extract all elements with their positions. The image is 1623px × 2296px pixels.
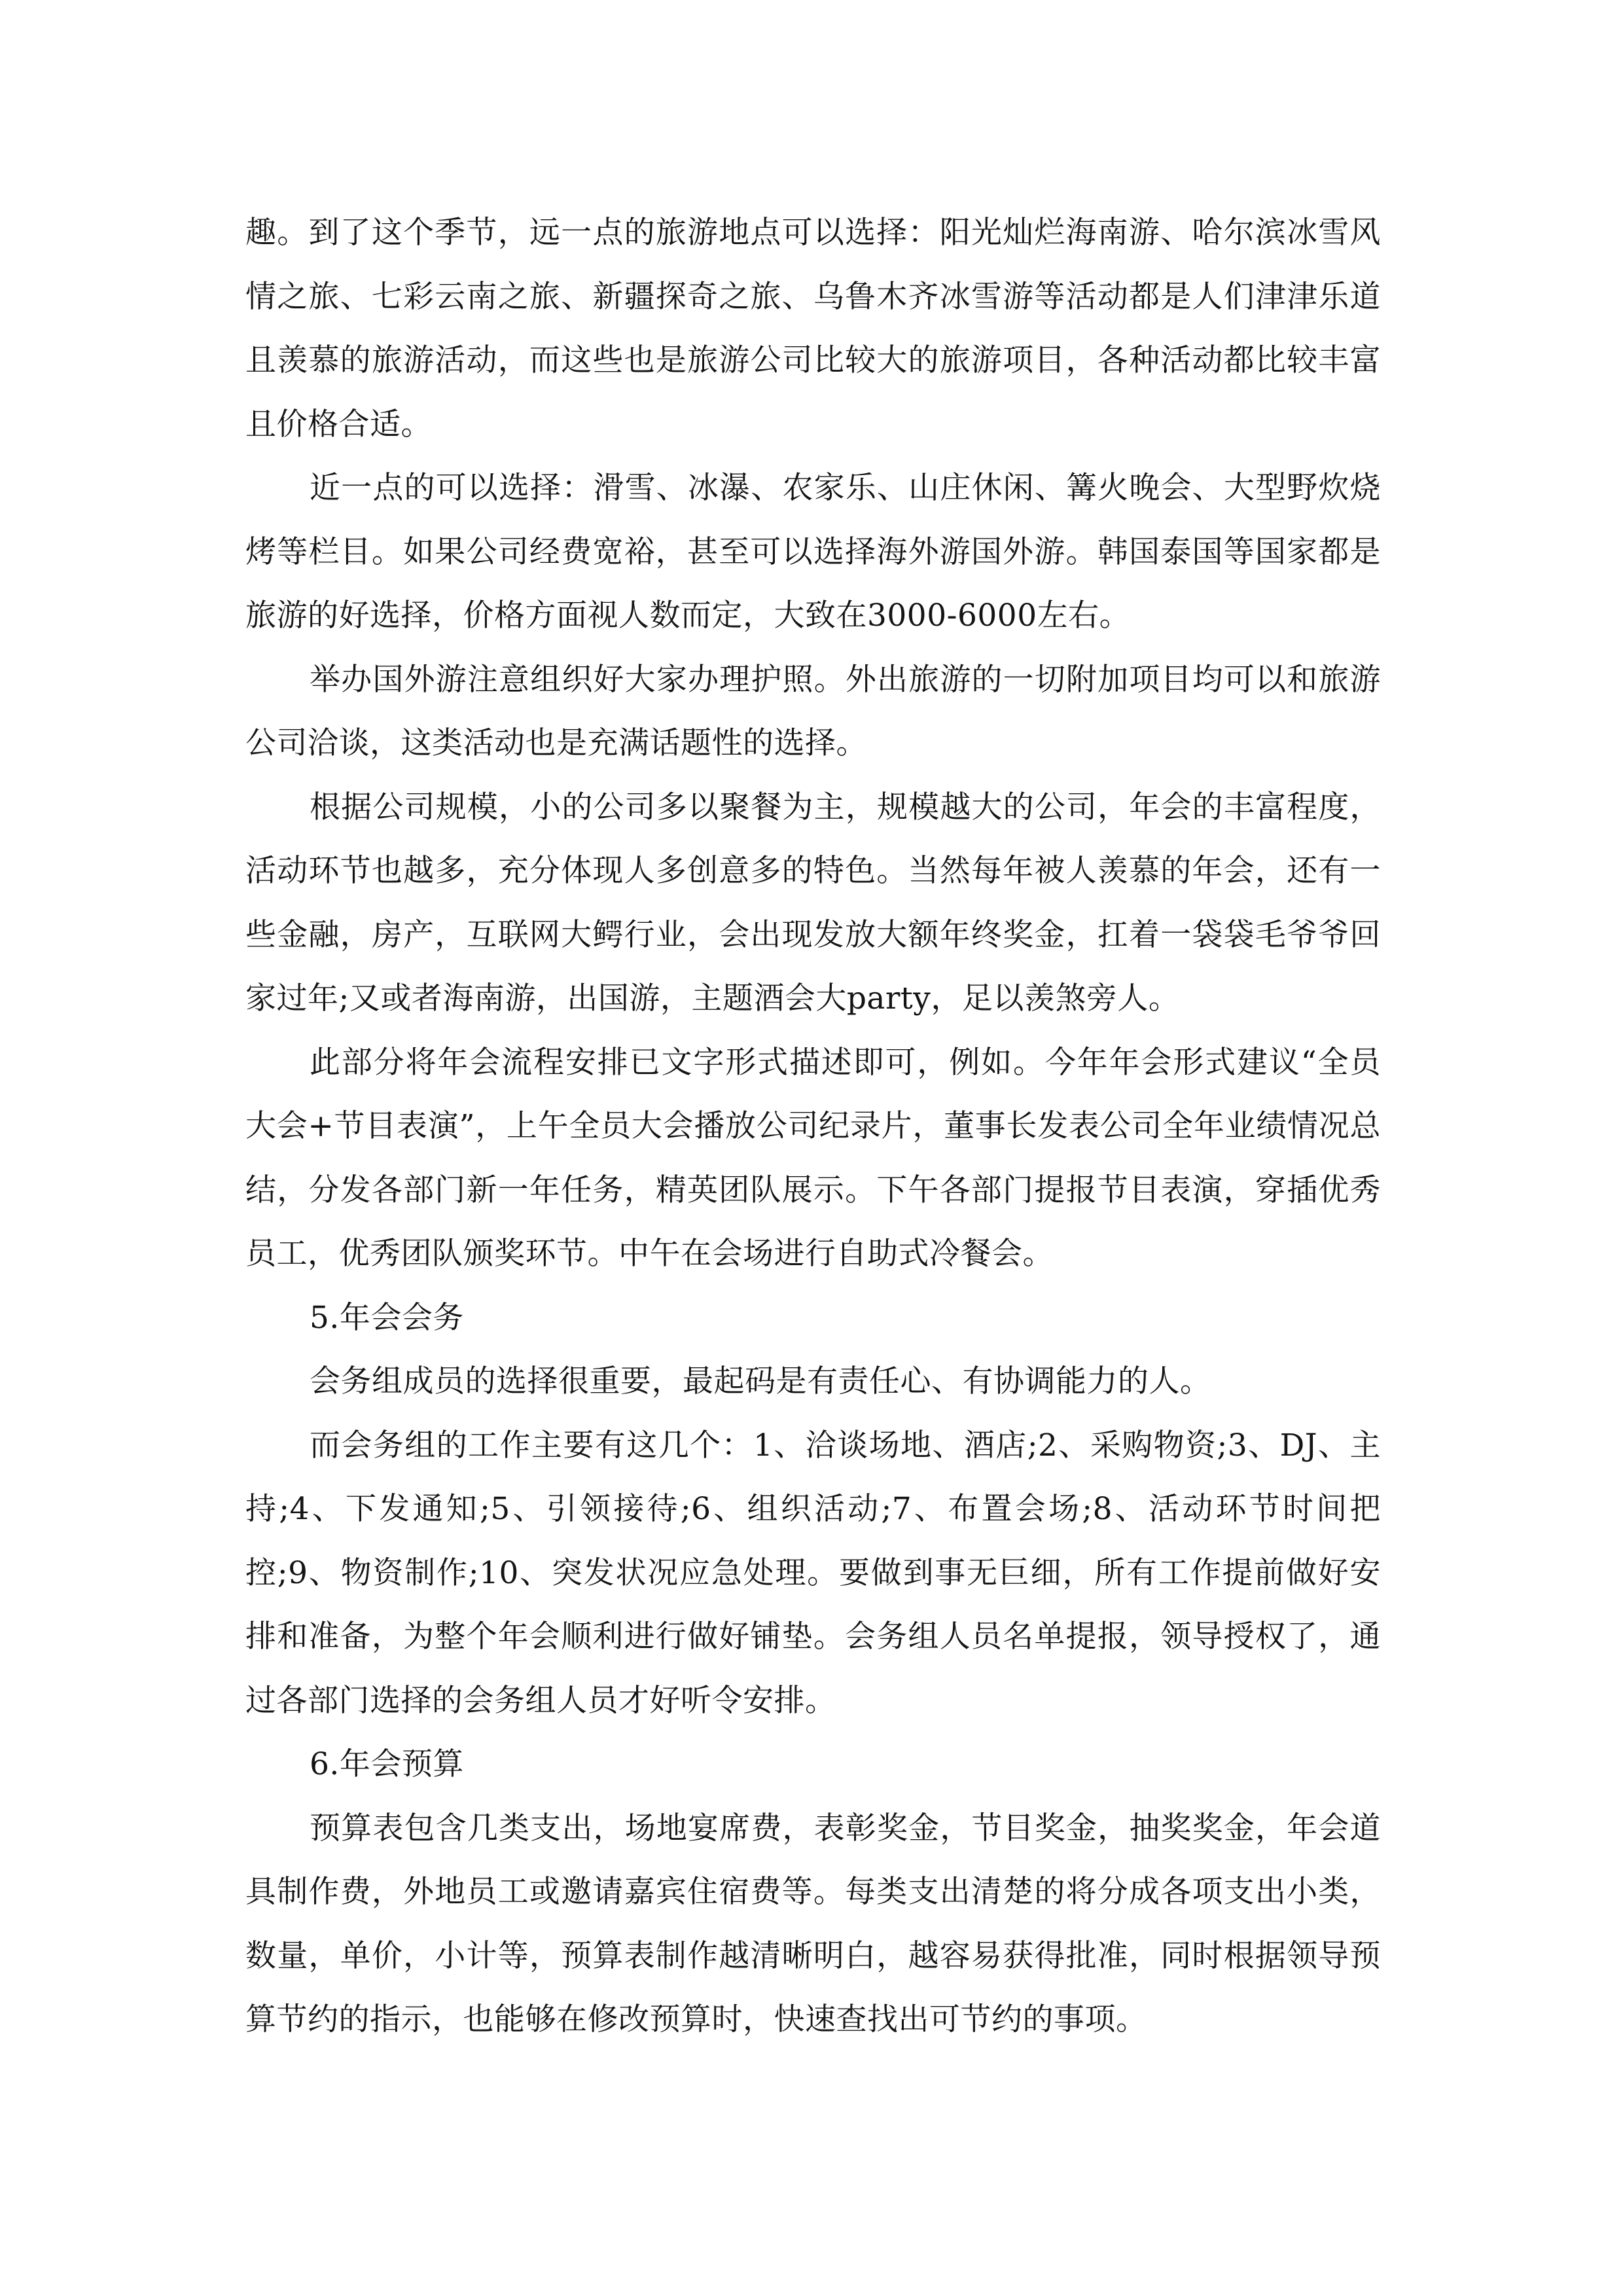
paragraph-overseas-travel: 举办国外游注意组织好大家办理护照。外出旅游的一切附加项目均可以和旅游公司洽谈，这类活动也是充满话题性的选择。 [245, 661, 1381, 761]
paragraph-affairs-tasks: 而会务组的工作主要有这几个：1、洽谈场地、酒店;2、采购物资;3、DJ、主持;4、下发通知;5、引领接待;6、组织活动;7、布置会场;8、活动环节时间把控;9、物资制作;10、突发状况应急处理。要做到事无巨细，所有工作提前做好安排和准备，为整个年会顺利进行做好铺垫。会务组人员名单提报，领导授权了，通过各部门选择的会务组人员才好听令安排。 [245, 1427, 1381, 1719]
section-heading-budget: 6.年会预算 [310, 1746, 464, 1782]
paragraph-nearby-travel: 近一点的可以选择：滑雪、冰瀑、农家乐、山庄休闲、篝火晚会、大型野炊烧烤等栏目。如果公司经费宽裕，甚至可以选择海外游国外游。韩国泰国等国家都是旅游的好选择，价格方面视人数而定，大致在3000-6000左右。 [245, 470, 1381, 634]
paragraph-company-scale: 根据公司规模，小的公司多以聚餐为主，规模越大的公司，年会的丰富程度，活动环节也越多，充分体现人多创意多的特色。当然每年被人羡慕的年会，还有一些金融，房产，互联网大鳄行业，会出现发放大额年终奖金，扛着一袋袋毛爷爷回家过年;又或者海南游，出国游，主题酒会大party，足以羡煞旁人。 [245, 789, 1381, 1016]
document-body [245, 201, 1381, 2052]
paragraph-annual-meeting-flow: 此部分将年会流程安排已文字形式描述即可，例如。今年年会形式建议“全员大会+节目表演”，上午全员大会播放公司纪录片，董事长发表公司全年业绩情况总结，分发各部门新一年任务，精英团队展示。下午各部门提报节目表演，穿插优秀员工，优秀团队颁奖环节。中午在会场进行自助式冷餐会。 [245, 1044, 1381, 1272]
paragraph-budget: 预算表包含几类支出，场地宴席费，表彰奖金，节目奖金，抽奖奖金，年会道具制作费，外地员工或邀请嘉宾住宿费等。每类支出清楚的将分成各项支出小类，数量，单价，小计等，预算表制作越清晰明白，越容易获得批准，同时根据领导预算节约的指示，也能够在修改预算时，快速查找出可节约的事项。 [245, 1810, 1381, 2037]
paragraph-continuation: 趣。到了这个季节，远一点的旅游地点可以选择：阳光灿烂海南游、哈尔滨冰雪风情之旅、七彩云南之旅、新疆探奇之旅、乌鲁木齐冰雪游等活动都是人们津津乐道且羡慕的旅游活动，而这些也是旅游公司比较大的旅游项目，各种活动都比较丰富且价格合适。 [245, 215, 1381, 442]
section-heading-meeting-affairs: 5.年会会务 [310, 1299, 464, 1336]
paragraph-affairs-team: 会务组成员的选择很重要，最起码是有责任心、有协调能力的人。 [310, 1363, 1211, 1399]
